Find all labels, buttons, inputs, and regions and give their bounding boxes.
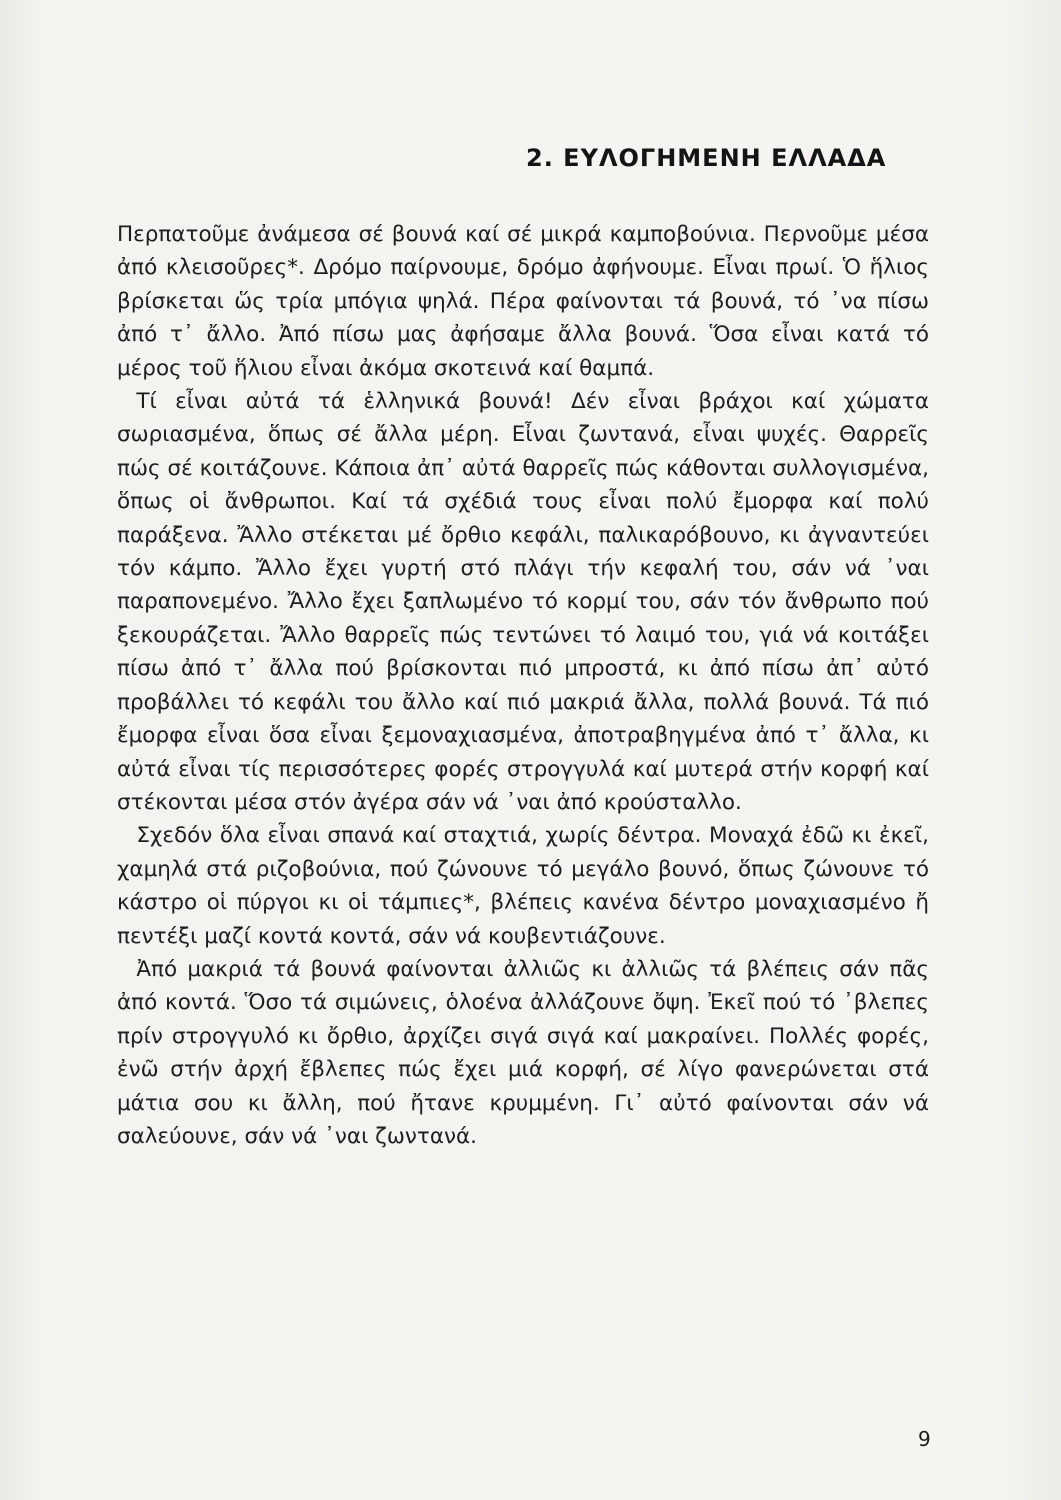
paragraph: Περπατοῦμε ἀνάμεσα σέ βουνά καί σέ μικρά καμποβούνια. Περνοῦμε μέσα ἀπό κλεισοῦρες*. Δρόμο παίρνουμε, δρόμο ἀφήνουμε. Εἶναι πρωί. Ὁ ἥλιος βρίσκεται ὥς τρία μπόγια ψηλά. Πέρα φαίνονται τά βουνά, τό ᾿να πίσω ἀπό τ᾿ ἄλλο. Ἀπό πίσω μας ἀφήσαμε ἄλλα βουνά. Ὅσα εἶναι κατά τό μέρος τοῦ ἥλιου εἶναι ἀκόμα σκοτεινά καί θαμπά. [117, 222, 929, 381]
page-number: 9 [918, 1427, 931, 1451]
chapter-body [117, 218, 929, 1153]
paragraph: Τί εἶναι αὐτά τά ἑλληνικά βουνά! Δέν εἶναι βράχοι καί χώματα σωριασμένα, ὅπως σέ ἄλλα μέρη. Εἶναι ζωντανά, εἶναι ψυχές. Θαρρεῖς πώς σέ κοιτάζουνε. Κάποια ἀπ᾿ αὐτά θαρρεῖς πώς κάθονται συλλογισμένα, ὅπως οἱ ἄνθρωποι. Καί τά σχέδιά τους εἶναι πολύ ἔμορφα καί πολύ παράξενα. Ἄλλο στέκεται μέ ὄρθιο κεφάλι, παλικαρόβουνο, κι ἀγναντεύει τόν κάμπο. Ἄλλο ἔχει γυρτή στό πλάγι τήν κεφαλή του, σάν νά ᾿ναι παραπονεμένο. Ἄλλο ἔχει ξαπλωμένο τό κορμί του, σάν τόν ἄνθρωπο πού ξεκουράζεται. Ἄλλο θαρρεῖς πώς τεντώνει τό λαιμό του, γιά νά κοιτάξει πίσω ἀπό τ᾿ ἄλλα πού βρίσκονται πιό μπροστά, κι ἀπό πίσω ἀπ᾿ αὐτό προβάλλει τό κεφάλι του ἄλλο καί πιό μακριά ἄλλα, πολλά βουνά. Τά πιό ἔμορφα εἶναι ὅσα εἶναι ξεμοναχιασμένα, ἀποτραβηγμένα ἀπό τ᾿ ἄλλα, κι αὐτά εἶναι τίς περισσότερες φορές στρογγυλά καί μυτερά στήν κορφή καί στέκονται μέσα στόν ἀγέρα σάν νά ᾿ναι ἀπό κρούσταλλο. [117, 389, 929, 815]
paragraph: Ἀπό μακριά τά βουνά φαίνονται ἀλλιῶς κι ἀλλιῶς τά βλέπεις σάν πᾶς ἀπό κοντά. Ὅσο τά σιμώνεις, ὁλοένα ἀλλάζουνε ὄψη. Ἐκεῖ πού τό ᾿βλεπες πρίν στρογγυλό κι ὄρθιο, ἀρχίζει σιγά σιγά καί μακραίνει. Πολλές φορές, ἐνῶ στήν ἀρχή ἔβλεπες πώς ἔχει μιά κορφή, σέ λίγο φανερώνεται στά μάτια σου κι ἄλλη, πού ἤτανε κρυμμένη. Γι᾿ αὐτό φαίνονται σάν νά σαλεύουνε, σάν νά ᾿ναι ζωντανά. [117, 956, 929, 1149]
paragraph: Σχεδόν ὅλα εἶναι σπανά καί σταχτιά, χωρίς δέντρα. Μοναχά ἐδῶ κι ἐκεῖ, χαμηλά στά ριζοβούνια, πού ζώνουνε τό μεγάλο βουνό, ὅπως ζώνουνε τό κάστρο οἱ πύργοι κι οἱ τάμπιες*, βλέπεις κανένα δέντρο μοναχιασμένο ἤ πεντέξι μαζί κοντά κοντά, σάν νά κουβεντιάζουνε. [117, 823, 929, 949]
chapter-title: 2. ΕΥΛΟΓΗΜΕΝΗ ΕΛΛΑΔΑ [526, 144, 887, 172]
